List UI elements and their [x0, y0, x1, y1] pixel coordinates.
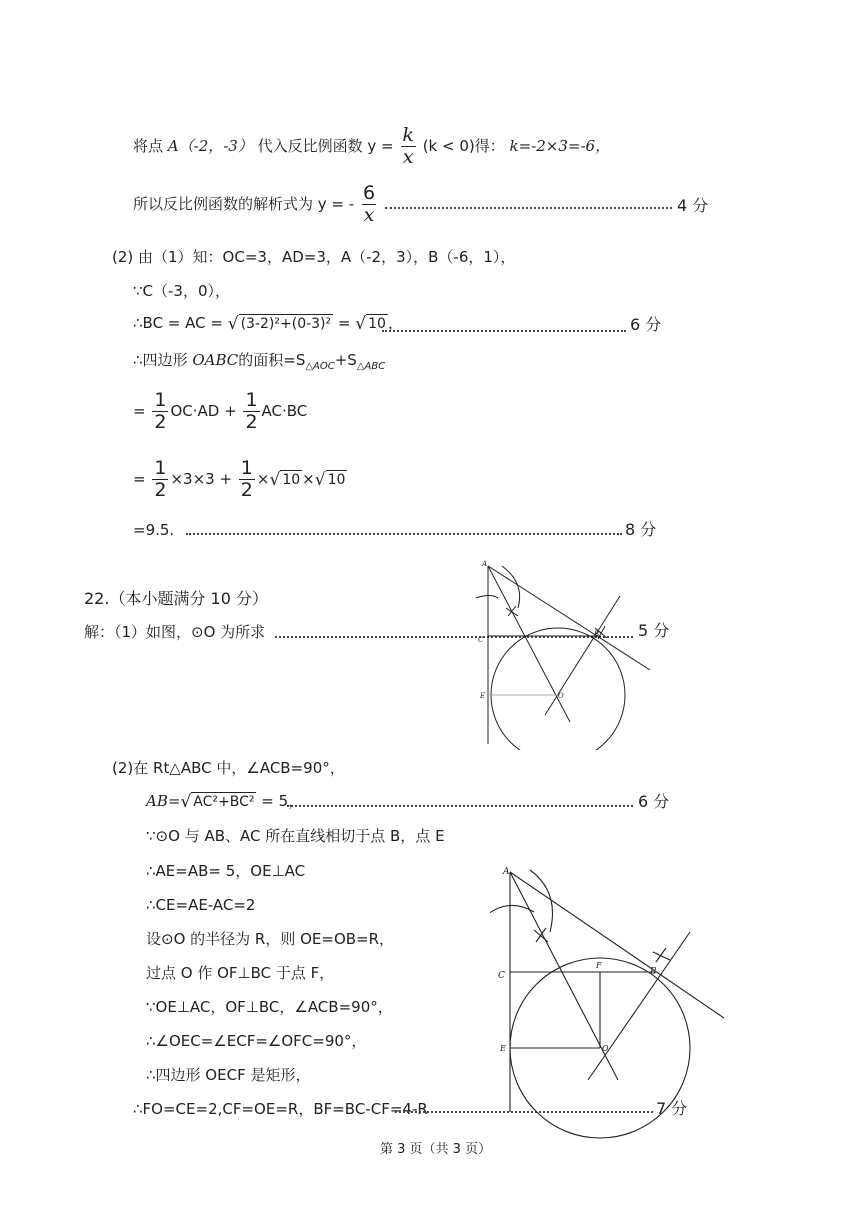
p2-line-ab [146, 791, 303, 811]
sqrt-ab: √ AC²+BC² [180, 792, 255, 812]
subscript: △ABC [356, 361, 386, 372]
p2-line-4: ∴AE=AB= 5，OE⊥AC [146, 862, 306, 880]
p2-line-11: ∴FO=CE=2,CF=OE=R，BF=BC-CF=4-R [133, 1100, 428, 1118]
label-O: O [558, 692, 564, 700]
sqrt-ten: √ 10 [355, 314, 386, 334]
score-label: 5 分 [638, 621, 670, 640]
question-22-heading: 22.（本小题满分 10 分） [84, 589, 268, 608]
text: AC·BC [261, 402, 308, 420]
line-area-formula [133, 350, 385, 377]
text: k=-2×3=-6， [509, 137, 611, 155]
label-B: B [650, 967, 657, 977]
line-area-expression [133, 390, 307, 433]
label-A: A [503, 867, 510, 877]
radicand: AC²+BC² [193, 794, 255, 810]
p2-line-3: ∵⊙O 与 AB、AC 所在直线相切于点 B，点 E [146, 827, 445, 845]
numerator: 1 [154, 457, 167, 479]
text: = [337, 314, 351, 332]
radicand: (3-2)²+(0-3)² [240, 316, 332, 332]
denominator: 2 [154, 411, 167, 433]
denominator: 2 [154, 479, 167, 501]
dot-leader [186, 533, 622, 535]
radicand: 10 [368, 316, 386, 332]
dot-leader [287, 805, 633, 807]
score-label: 7 分 [656, 1099, 688, 1118]
denominator: x [402, 146, 414, 168]
subscript: △AOC [305, 361, 335, 372]
text: 代入反比例函数 y = [257, 137, 394, 155]
dot-leader [385, 207, 672, 209]
numerator: 1 [154, 389, 167, 411]
fraction-half [239, 458, 255, 501]
fraction-k-over-x [400, 125, 416, 168]
label-C: C [478, 636, 484, 644]
solution-part1: 解：（1）如图，⊙O 为所求 [84, 623, 266, 641]
text: OC·AD + [170, 402, 237, 420]
label-O: O [602, 1044, 609, 1053]
text: OABC [192, 351, 239, 369]
page-footer: 第 3 页（共 3 页） [380, 1142, 492, 1157]
score-label: 4 分 [677, 196, 709, 215]
text: ∴BC = AC = [133, 314, 223, 332]
score-label: 8 分 [625, 520, 657, 539]
p2-line-1: (2)在 Rt△ABC 中，∠ACB=90°， [112, 759, 345, 777]
text: = [133, 402, 146, 420]
denominator: 2 [245, 411, 258, 433]
numerator: 1 [245, 389, 258, 411]
dot-leader [382, 330, 626, 332]
text: 所以反比例函数的解析式为 y = - [133, 195, 355, 213]
radicand: 10 [327, 472, 346, 488]
label-A: A [482, 560, 488, 568]
radicand: 10 [282, 472, 301, 488]
text: × [302, 470, 315, 488]
line-point-c: ∵C（-3，0）， [133, 282, 231, 300]
denominator: x [363, 204, 375, 226]
numerator: 6 [362, 182, 376, 204]
text: (k < 0)得： [422, 137, 505, 155]
sqrt-expression: √ (3-2)²+(0-3)² [227, 314, 332, 334]
label-C: C [498, 971, 505, 981]
text: A（-2，-3） [167, 137, 253, 155]
label-E: E [500, 1044, 506, 1053]
sqrt-ten: √ 10 [314, 470, 346, 490]
numerator: k [402, 124, 414, 146]
text: 的面积=S [238, 351, 306, 369]
numerator: 1 [240, 457, 253, 479]
text: ， [387, 314, 403, 332]
fraction-half [152, 390, 168, 433]
p2-line-6: 设⊙O 的半径为 R，则 OE=OB=R， [146, 930, 395, 948]
fraction-6-over-x [361, 183, 377, 226]
text: × [256, 470, 270, 488]
p2-line-5: ∴CE=AE-AC=2 [146, 896, 256, 914]
label-E: E [480, 692, 486, 700]
line-area-result: =9.5. [133, 521, 175, 539]
line-substitute-point [133, 125, 610, 168]
p2-line-9: ∴∠OEC=∠ECF=∠OFC=90°， [146, 1032, 367, 1050]
text: AB= [146, 792, 181, 810]
p2-line-8: ∵OE⊥AC，OF⊥BC，∠ACB=90°， [146, 998, 393, 1016]
label-F: F [596, 961, 602, 970]
line-analytic-expression [133, 183, 389, 226]
p2-line-10: ∴四边形 OECF 是矩形， [146, 1066, 311, 1084]
label-B: B [594, 630, 600, 638]
text: ×3×3 + [170, 470, 233, 488]
text: ∴四边形 [133, 351, 188, 369]
construction-figure-2 [490, 862, 730, 1142]
fraction-half [243, 390, 259, 433]
fraction-half [152, 458, 168, 501]
text: 将点 [133, 137, 164, 155]
denominator: 2 [240, 479, 253, 501]
text: = [133, 470, 146, 488]
text: +S [334, 351, 357, 369]
line-given: (2) 由（1）知：OC=3，AD=3，A（-2，3），B（-6，1）， [112, 248, 516, 266]
score-label: 6 分 [638, 792, 670, 811]
line-bc-equals-ac [133, 313, 403, 333]
text: = 5， [261, 792, 304, 810]
construction-figure-1 [470, 558, 660, 750]
text: . [383, 195, 389, 213]
sqrt-ten: √ 10 [269, 470, 301, 490]
p2-line-7: 过点 O 作 OF⊥BC 于点 F， [146, 964, 335, 982]
line-area-numeric [133, 458, 347, 501]
score-label: 6 分 [630, 315, 662, 334]
